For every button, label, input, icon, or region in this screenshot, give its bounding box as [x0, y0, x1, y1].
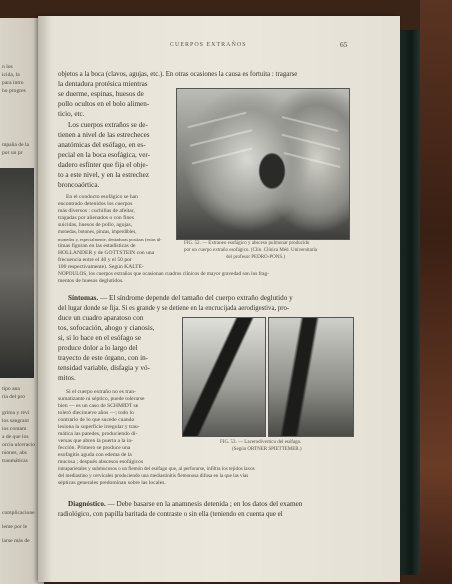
left-fragment: por un pr — [2, 150, 23, 156]
small-print-line: En el conducto esofágico se han — [66, 194, 138, 200]
diagnostico-line — [68, 500, 302, 509]
page-number: 65 — [340, 40, 348, 49]
left-fragment: lente por le — [2, 524, 28, 530]
left-fragment: larse más de — [2, 538, 30, 544]
left-fragment: n los — [2, 64, 13, 70]
wooden-table — [420, 0, 452, 584]
small-print-line: sépticas generales predominan sobre las locales. — [58, 480, 166, 486]
small-print-line: mentos de huesos deglutidos. — [58, 278, 124, 284]
diagnostico-text: — Debe basarse en la anamnesis detenida ; en los datos del examen — [107, 500, 303, 508]
esophagus-xray-right — [268, 317, 354, 437]
body-line: dadero esfínter que fija el obje- — [58, 161, 149, 169]
body-line: mitos. — [58, 374, 76, 382]
body-line: anatómicas del esófago, en es- — [58, 141, 146, 149]
body-line: pollo ocultos en el bolo alimen- — [58, 100, 150, 108]
left-fragment: mpaña de la — [2, 142, 30, 148]
small-print-line: sumatizante ni séptico, puede tolerarse — [58, 396, 145, 402]
small-print-line: monedas y, especialmente, dentaduras postizas (estas úl- — [58, 237, 162, 242]
body-line: si, si lo hace en el esófago se — [58, 334, 142, 342]
small-print-line: del mediastino y cervicales produciendo una mediastinitis flemonosa difusa en la que las vías — [58, 473, 249, 479]
chest-xray-figure-52 — [176, 88, 350, 240]
body-line: to a este nivel, y en la estrechez — [58, 171, 149, 179]
left-fragment: niones, abs — [2, 450, 27, 456]
body-line: trayecto de este órgano, con in- — [58, 354, 149, 362]
figure-caption: FIG. 52. — Extraneo esofágico y absceso pulmonar producido — [184, 241, 310, 246]
body-line: Los cuerpos extraños se de- — [68, 121, 148, 129]
diagnostico-heading: Diagnóstico. — [68, 500, 106, 508]
sintomas-heading: Síntomas. — [68, 294, 99, 302]
body-line: duce un cuadro aparatoso con — [58, 314, 144, 322]
left-fragment: los sangrant — [2, 418, 29, 424]
left-fragment: ho progres — [2, 88, 26, 94]
figure-caption: (Según ORTNER SPIETTEMER.) — [232, 447, 302, 452]
left-fragment: tipo ana — [2, 386, 20, 392]
figure-caption: por un cuerpo extraño esofágico. (Clín. Clínica Méd. Universitaria — [184, 248, 318, 253]
left-fragment: ios contam — [2, 426, 27, 432]
small-print-line: bien — es un caso de SCHMIDT se — [58, 403, 139, 409]
body-line: ticio, etc. — [58, 110, 85, 118]
small-print-line: esofagitis aguda con edema de la — [58, 452, 132, 458]
left-fragment: ría del pro — [2, 394, 25, 400]
small-print-line: timas figuran en las estadísticas de — [58, 243, 136, 249]
body-line: del lugar donde se fija. Si es grande y se detiene en la encrucijada aerodigestiva, pro- — [58, 305, 290, 312]
left-fragment: orcia ulceracio — [2, 442, 36, 448]
small-print-line: encontrado detenidos los cuerpos — [58, 201, 133, 207]
body-line: tienen a nivel de las estrecheces — [58, 131, 150, 139]
running-title: CUERPOS EXTRAÑOS — [170, 42, 247, 48]
small-print-line: mática las paredes, produciendo di- — [58, 431, 138, 437]
figure-caption: del profesor PEDRO-PONS.) — [226, 255, 286, 260]
small-print-line: HOLLANDER y de GOTTSTEIN con una — [58, 250, 155, 256]
esophagus-xray-left — [182, 317, 266, 437]
book-cover-edge — [398, 30, 420, 575]
small-print-line: frecuencia entre el 40 y el 50 por — [58, 257, 132, 263]
body-line: la dentadura protésica mientras — [58, 80, 148, 88]
small-print-line: fección. Primero se produce una — [58, 445, 131, 451]
small-print-line: más diversos : cuchillas de afeitar, — [58, 208, 135, 214]
body-line: objetos a la boca (clavos, agujas, etc.). En otras ocasiones la causa es fortuita : tragarse — [58, 71, 298, 78]
body-line: radiológico, con papilla baritada de contraste o sin ella (teniendo en cuenta que el — [58, 511, 283, 518]
figure-caption: FIG. 53. — Lacerodiverticu del esófago. — [220, 440, 302, 445]
small-print-line: lesiona la superficie irregular y trau- — [58, 424, 140, 430]
small-print-line: NOPOULOS, los cuerpos extraños que ocasionan cuadros clínicos de mayor gravedad son los frag- — [58, 271, 269, 277]
sintomas-text: — El síndrome depende del tamaño del cuerpo extraño deglutido y — [99, 294, 293, 302]
left-fragment: para intro — [2, 80, 24, 86]
small-print-line: monedas, botones, pinzas, imperdibles, — [58, 230, 137, 235]
small-print-line: mucosa ; después abscesos esofágicos — [58, 459, 144, 465]
small-print-line: tragadas por alienados o con fines — [58, 215, 134, 221]
small-print-line: 100 respectivamente). Según KALTE- — [58, 264, 144, 270]
body-line: pecial en la boca esofágica, ver- — [58, 151, 151, 159]
left-fragment: complicacione — [2, 510, 35, 516]
small-print-line: intraparietales y submucosos o un flemón del esófago que, al perforarse, infiltra los tejidos laxos — [58, 466, 255, 472]
small-print-line: versas que abren la puerta a la in- — [58, 438, 134, 444]
left-page-image — [0, 168, 34, 378]
left-fragment: grima y revi — [2, 410, 30, 416]
left-fragment: a de que los — [2, 434, 29, 440]
body-line: tos, sofocación, ahogo y cianosis, — [58, 324, 155, 332]
small-print-line: suicidas, huesos de pollo, agujas, — [58, 222, 133, 228]
sintomas-line — [68, 294, 293, 303]
small-print-line: Si el cuerpo extraño no es tran- — [66, 389, 136, 395]
body-line: produce dolor a lo largo del — [58, 344, 138, 352]
body-line: broncoaórtica. — [58, 181, 100, 189]
small-print-line: toleró diecinueve años —; todo lo — [58, 410, 134, 416]
small-print-line: contrario de lo que sucede cuando — [58, 417, 135, 423]
body-line: tensidad variable, disfagia y vó- — [58, 364, 151, 372]
body-line: se duerme, espinas, huesos de — [58, 90, 144, 98]
left-fragment: icida, la — [2, 72, 20, 78]
left-fragment: traumáticas — [2, 458, 28, 464]
